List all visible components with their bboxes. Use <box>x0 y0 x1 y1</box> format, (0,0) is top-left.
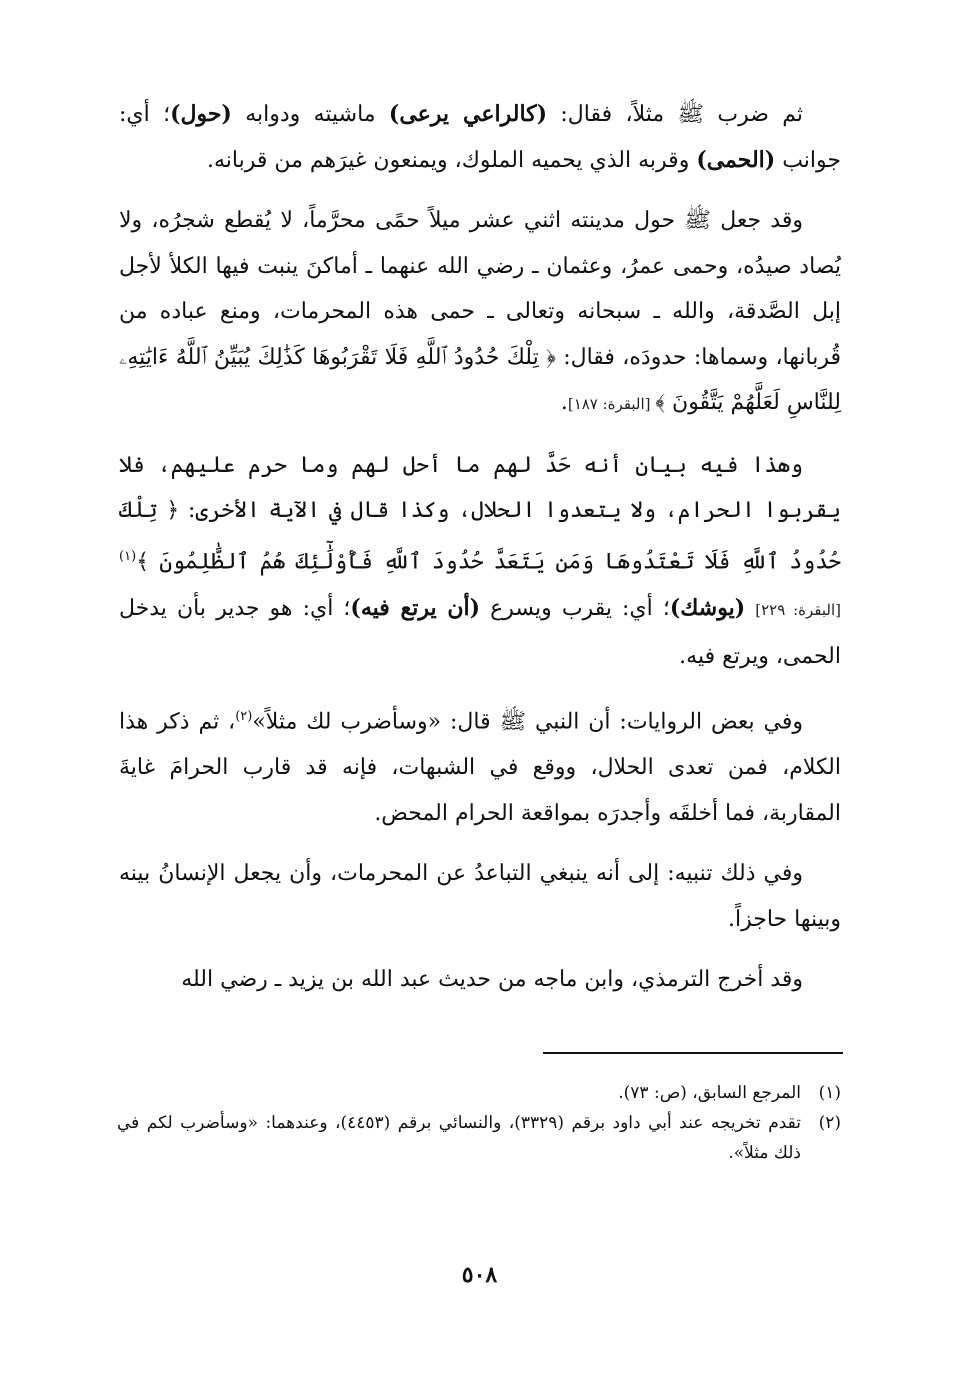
text-segment: وقربه الذي يحميه الملوك، ويمنعون غيرَهم من قربانه. <box>207 147 697 173</box>
text-segment: ماشيته ودوابه <box>231 102 389 127</box>
paragraph <box>119 694 841 836</box>
quran-verse: ﴿ تِلْكَ حُدُودُ ٱللَّهِ فَلَا تَقْرَبُوهَا كَذَٰلِكَ يُبَيِّنُ ٱللَّهُ ءَايَٰتِهِۦ لِلنَّاسِ لَعَلَّهُمْ يَتَّقُونَ ﴾ <box>119 344 841 415</box>
footnote-text: المرجع السابق، (ص: ٧٣). <box>618 1083 801 1103</box>
footnote-number: (١) <box>818 1083 841 1103</box>
paragraph <box>119 851 841 942</box>
paragraph <box>119 443 841 680</box>
surah-reference: [البقرة: ١٨٧] <box>567 395 656 413</box>
paragraph <box>119 92 841 183</box>
hadith-keyword: (الحمى) <box>696 146 776 173</box>
text-segment: ثم ضرب ﷺ مثلاً، فقال: <box>547 102 803 127</box>
paragraph <box>119 957 841 1003</box>
footnote-marker: (٢) <box>235 709 253 725</box>
paragraph <box>119 198 841 428</box>
text-segment: وقد أخرج الترمذي، وابن ماجه من حديث عبد الله بن يزيد ـ رضي الله <box>181 967 803 993</box>
text-segment: ؛ أي: يقرب ويسرع <box>480 596 670 622</box>
hadith-keyword: (حول) <box>170 101 232 127</box>
page-number: ٥٠٨ <box>461 1262 498 1288</box>
text-segment: ؛ أي: جوانب <box>119 102 841 173</box>
hadith-keyword: (كالراعي يرعى) <box>388 101 548 127</box>
text-segment: وقد جعل ﷺ حول مدينته اثني عشر ميلاً حمًى محرَّماً، لا يُقطع شجرُه، ولا يُصاد صيدُه، وحمى عمرُ، وعثمان ـ رضي الله عنهما ـ أماكنَ ينبت فيها الكلأ لأجل إبل الصَّدقة، والله ـ سبحانه وتعالى ـ حمى هذه المحرمات، ومنع عباده من قُربانها، وسماها: حدودَه، فقال: <box>119 208 841 370</box>
quran-verse: ﴿ تِلْكَ حُدُودُ ٱللَّهِ فَلَا تَعْتَدُوهَا وَمَن يَتَعَدَّ حُدُودَ ٱللَّهِ فَأُوْلَٰٓئِكَ هُمُ ٱلظَّٰلِمُونَ ﴾ <box>119 498 841 574</box>
footnote-marker: (١) <box>119 548 137 564</box>
footnotes <box>117 1078 841 1168</box>
text-segment: وفي بعض الروايات: أن النبي ﷺ قال: «وسأضرب لك مثلاً» <box>252 709 804 735</box>
text-segment: وفي ذلك تنبيه: إلى أنه ينبغي التباعدُ عن المحرمات، وأن يجعل الإنسانُ بينه وبينها حاجزاً. <box>119 861 841 932</box>
text-segment: . <box>560 390 568 415</box>
hadith-keyword: (يوشك) <box>669 595 746 622</box>
text-segment: ، ثم ذكر هذا الكلام، فمن تعدى الحلال، ووقع في الشبهات، فإنه قد قارب الحرامَ غايةَ المقاربة، فما أخلقَه وأجدرَه بمواقعة الحرام المحض. <box>119 709 841 826</box>
text-segment: ؛ أي: هو جدير بأن يدخل الحمى، ويرتع فيه. <box>119 596 841 669</box>
main-text <box>119 92 841 1018</box>
footnote-item <box>117 1108 841 1168</box>
footnote-divider <box>543 1052 843 1054</box>
footnote-item <box>117 1078 841 1108</box>
hadith-keyword: (أن يرتع فيه) <box>350 595 481 622</box>
text-segment <box>745 596 755 621</box>
footnote-text: تقدم تخريجه عند أبي داود برقم (٣٣٢٩)، والنسائي برقم (٤٤٥٣)، وعندهما: «وسأضرب لكم في ذلك مثلاً». <box>117 1113 801 1163</box>
text-segment: وهذا فيه بيان أنه حَدَّ لهم ما أحل لهم وما حرم عليهم، فلا يقربوا الحرام، ولا يتعدوا الحلال، وكذا قال في الآية الأخرى: <box>119 452 841 523</box>
surah-reference: [البقرة: ٢٢٩] <box>755 601 841 620</box>
footnote-number: (٢) <box>818 1113 841 1133</box>
